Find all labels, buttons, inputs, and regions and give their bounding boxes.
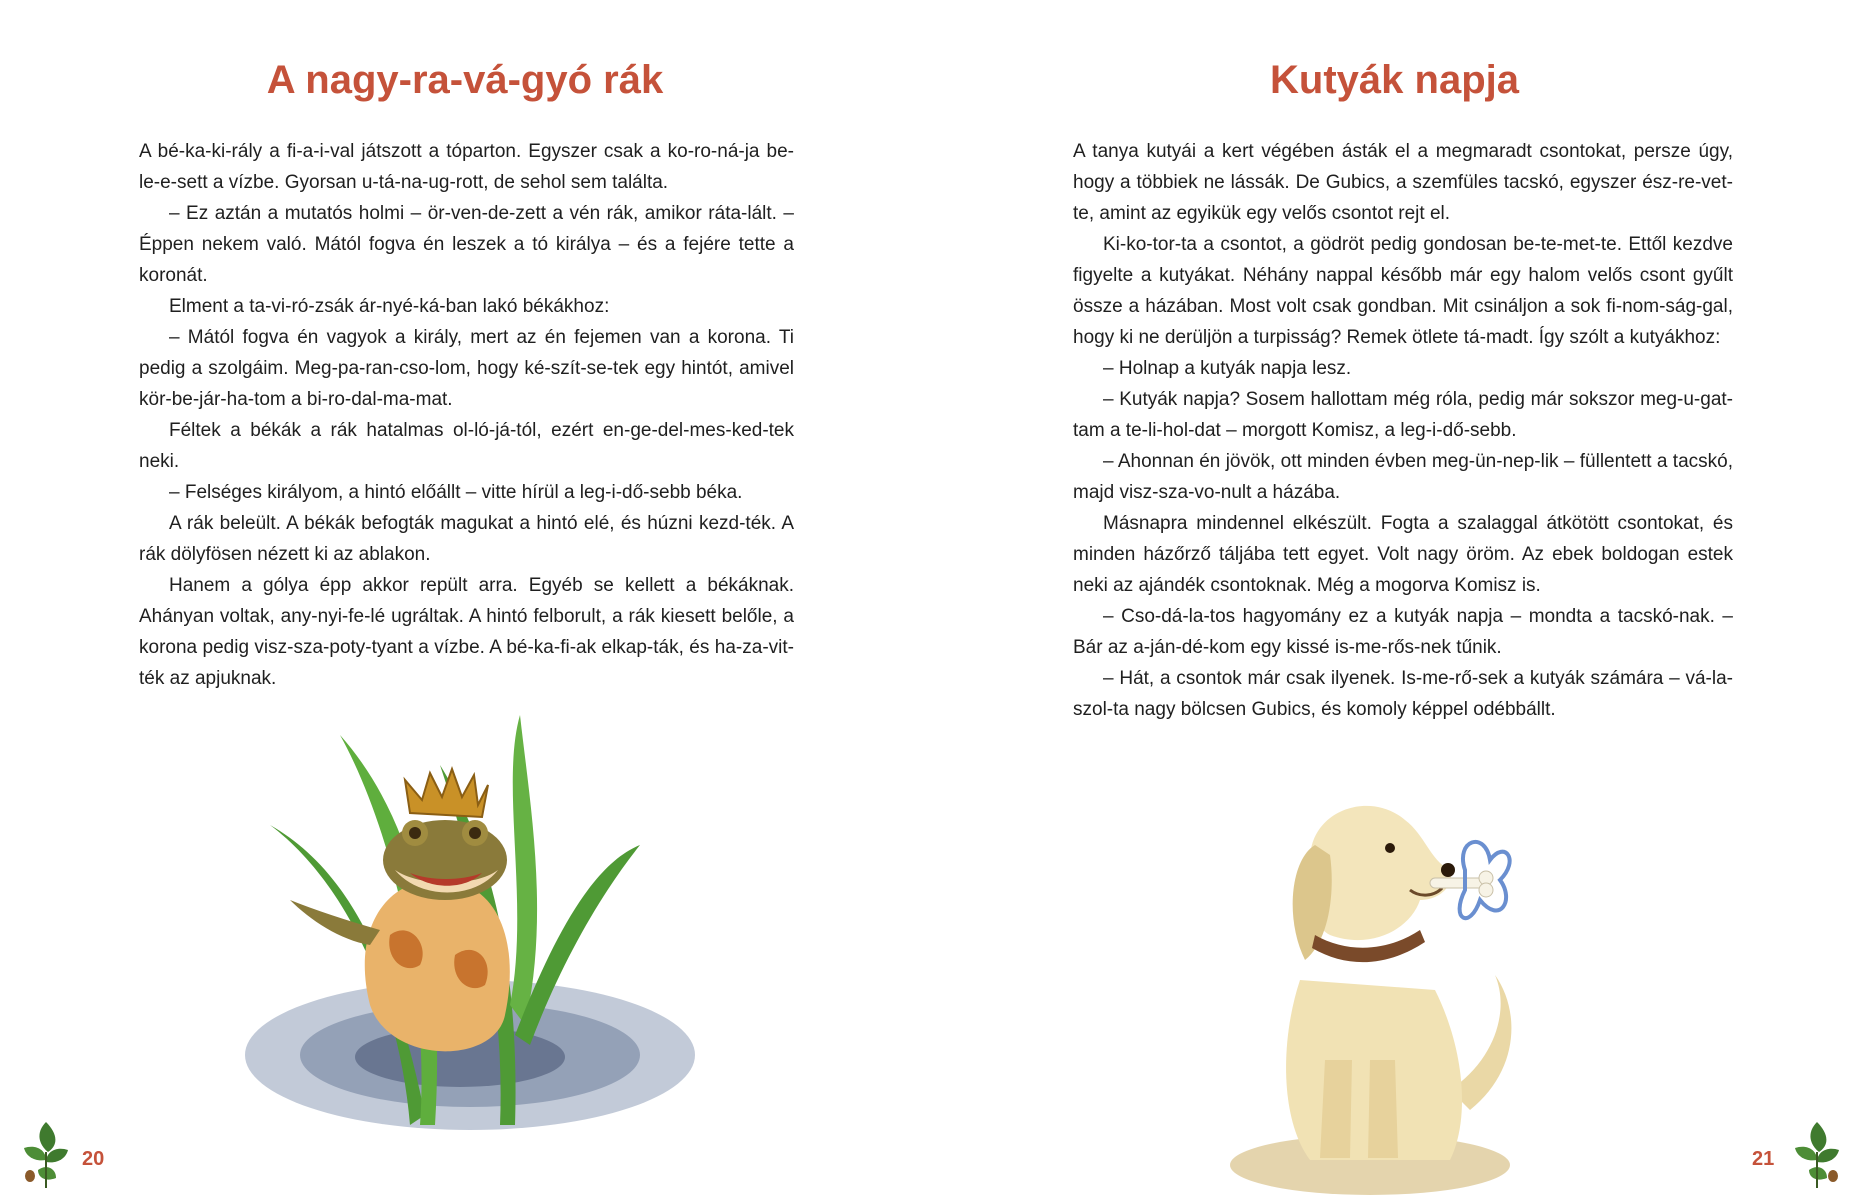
paragraph: Ki-ko-tor-ta a csontot, a gödröt pedig gondosan be-te-met-te. Ettől kezdve figyelte a kutyákat. Néhány nappal később már egy halom velős csont gyűlt össze a házában. Most volt csak gondban. Mit csináljon a sok fi-nom-ság-gal, hogy ki ne derüljön a turpisság? Remek ötlete tá-madt. Így szólt a kutyákhoz: — [1073, 234, 1733, 348]
paragraph: – Felséges királyom, a hintó előállt – vitte hírül a leg-i-dő-sebb béka. — [169, 482, 743, 503]
paragraph: A bé-ka-ki-rály a fi-a-i-val játszott a tóparton. Egyszer csak a ko-ro-ná-ja be-le-e-sett a vízbe. Gyorsan u-tá-na-ug-rott, de sehol sem találta. — [139, 141, 794, 193]
right-page — [930, 0, 1859, 1200]
story-text — [139, 136, 794, 694]
story-text — [1073, 136, 1733, 725]
oak-leaf-acorn-icon — [1787, 1118, 1847, 1190]
paragraph: – Ez aztán a mutatós holmi – ör-ven-de-zett a vén rák, amikor ráta-lált. – Éppen nekem való. Mától fogva én leszek a tó királya – és a fejére tette a koronát. — [139, 203, 794, 286]
paragraph: A tanya kutyái a kert végében ásták el a megmaradt csontokat, persze úgy, hogy a többiek ne lássák. De Gubics, a szemfüles tacskó, egyszer ész-re-vet-te, amint az egyikük egy velős csontot rejt el. — [1073, 141, 1733, 224]
page-number: 20 — [82, 1148, 105, 1170]
paragraph: A rák beleült. A békák befogták magukat a hintó elé, és húzni kezd-ték. A rák dölyfösen nézett ki az ablakon. — [139, 513, 794, 565]
paragraph: Féltek a békák a rák hatalmas ol-ló-já-tól, ezért en-ge-del-mes-ked-tek neki. — [139, 420, 794, 472]
paragraph: – Holnap a kutyák napja lesz. — [1103, 358, 1352, 379]
paragraph: Hanem a gólya épp akkor repült arra. Egyéb se kellett a békáknak. Ahányan voltak, any-nyi-fe-lé ugráltak. A hintó felborult, a rák kiesett belőle, a korona pedig visz-sza-poty-tyant a vízbe. A bé-ka-fi-ak elkap-ták, és ha-za-vit-ték az apjuknak. — [139, 575, 794, 689]
story-title: Kutyák napja — [1270, 58, 1519, 102]
paragraph: – Cso-dá-la-tos hagyomány ez a kutyák napja – mondta a tacskó-nak. – Bár az a-ján-dé-kom egy kissé is-me-rős-nek tűnik. — [1073, 606, 1733, 658]
paragraph: – Ahonnan én jövök, ott minden évben meg-ün-nep-lik – füllentett a tacskó, majd visz-sza-vo-nult a házába. — [1073, 451, 1733, 503]
page-number: 21 — [1752, 1148, 1775, 1170]
paragraph: – Hát, a csontok már csak ilyenek. Is-me-rő-sek a kutyák számára – vá-la-szol-ta nagy bölcsen Gubics, és komoly képpel odébbállt. — [1073, 668, 1733, 720]
story-title: A nagy-ra-vá-gyó rák — [266, 58, 664, 102]
paragraph: – Kutyák napja? Sosem hallottam még róla, pedig már sokszor meg-u-gat-tam a te-li-hol-dat – morgott Komisz, a leg-i-dő-sebb. — [1073, 389, 1733, 441]
dog-illustration — [1220, 760, 1520, 1200]
paragraph: Másnapra mindennel elkészült. Fogta a szalaggal átkötött csontokat, és minden házőrző táljába tett egyet. Volt nagy öröm. Az ebek boldogan estek neki az ajándék csontoknak. Még a mogorva Komisz is. — [1073, 513, 1733, 596]
frog-king-illustration — [230, 705, 710, 1145]
paragraph: Elment a ta-vi-ró-zsák ár-nyé-ká-ban lakó békákhoz: — [169, 296, 610, 317]
paragraph: – Mától fogva én vagyok a király, mert az én fejemen van a korona. Ti pedig a szolgáim. Meg-pa-ran-cso-lom, hogy ké-szít-se-tek egy hintót, amivel kör-be-jár-ha-tom a bi-ro-dal-ma-mat. — [139, 327, 794, 410]
oak-leaf-acorn-icon — [16, 1118, 76, 1190]
